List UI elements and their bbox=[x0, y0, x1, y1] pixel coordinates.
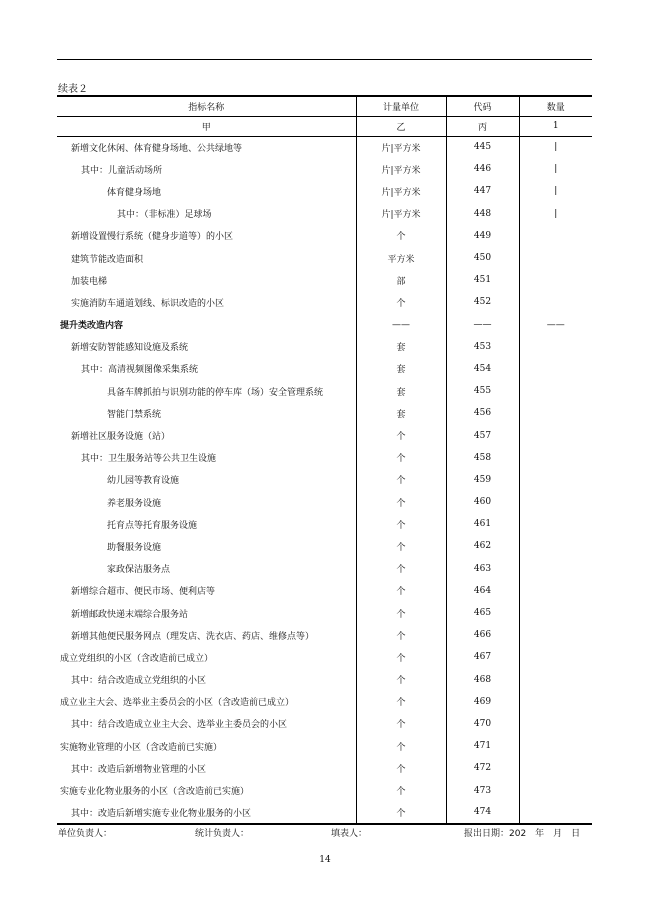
row-unit: 平方米 bbox=[356, 247, 446, 269]
unit-head-label: 单位负责人： bbox=[58, 829, 113, 839]
table-row bbox=[57, 535, 592, 557]
row-name: 提升类改造内容 bbox=[60, 321, 124, 332]
row-name: 托育点等托育服务设施 bbox=[107, 520, 198, 531]
col-code-qty: 1 bbox=[519, 116, 592, 136]
row-unit: 个 bbox=[356, 757, 446, 779]
indicator-table bbox=[57, 95, 592, 825]
row-name: 助餐服务设施 bbox=[107, 542, 162, 553]
row-unit: 个 bbox=[356, 291, 446, 313]
row-unit: 片|平方米 bbox=[356, 136, 446, 158]
row-name: 其中：卫生服务站等公共卫生设施 bbox=[81, 454, 217, 465]
row-name: 新增综合超市、便民市场、便利店等 bbox=[71, 587, 216, 598]
row-name: 其中：儿童活动场所 bbox=[81, 165, 163, 176]
row-name: 具备车牌抓拍与识别功能的停车库（场）安全管理系统 bbox=[107, 387, 324, 398]
row-name: 新增邮政快递末端综合服务站 bbox=[71, 609, 189, 620]
row-code: 473 bbox=[446, 779, 519, 801]
table-row bbox=[57, 513, 592, 535]
row-unit: 个 bbox=[356, 424, 446, 446]
row-name: 智能门禁系统 bbox=[107, 409, 162, 420]
table-row bbox=[57, 447, 592, 469]
row-name: 其中：高清视频图像采集系统 bbox=[81, 365, 199, 376]
row-name: 其中：改造后新增物业管理的小区 bbox=[71, 764, 207, 775]
table-row bbox=[57, 469, 592, 491]
row-qty bbox=[519, 358, 592, 380]
row-unit: 个 bbox=[356, 513, 446, 535]
table-row bbox=[57, 646, 592, 668]
row-qty bbox=[519, 669, 592, 691]
row-unit: 个 bbox=[356, 646, 446, 668]
row-qty bbox=[519, 424, 592, 446]
row-qty bbox=[519, 336, 592, 358]
row-name: 新增文化休闲、体育健身场地、公共绿地等 bbox=[71, 143, 243, 154]
row-unit: 个 bbox=[356, 580, 446, 602]
row-qty bbox=[519, 580, 592, 602]
row-unit: 套 bbox=[356, 402, 446, 424]
row-qty bbox=[519, 602, 592, 624]
top-rule bbox=[57, 59, 592, 60]
row-unit: 个 bbox=[356, 225, 446, 247]
row-qty bbox=[519, 269, 592, 291]
row-code: 462 bbox=[446, 535, 519, 557]
col-code-code: 丙 bbox=[446, 116, 519, 136]
col-code-name: 甲 bbox=[57, 116, 356, 136]
row-code: 466 bbox=[446, 624, 519, 646]
row-name: 实施消防车通道划线、标识改造的小区 bbox=[71, 298, 225, 309]
table-row bbox=[57, 203, 592, 225]
table-row bbox=[57, 713, 592, 735]
row-code: 452 bbox=[446, 291, 519, 313]
row-name: 其中：结合改造成立业主大会、选举业主委员会的小区 bbox=[71, 720, 288, 731]
stat-head-label: 统计负责人： bbox=[195, 829, 250, 839]
row-code: 455 bbox=[446, 380, 519, 402]
row-name: 成立业主大会、选举业主委员会的小区（含改造前已成立） bbox=[60, 698, 295, 709]
row-unit: 部 bbox=[356, 269, 446, 291]
row-unit: 个 bbox=[356, 713, 446, 735]
row-qty bbox=[519, 225, 592, 247]
row-name: 成立党组织的小区（含改造前已成立） bbox=[60, 653, 214, 664]
row-code: 447 bbox=[446, 180, 519, 202]
col-code-unit: 乙 bbox=[356, 116, 446, 136]
row-code: 472 bbox=[446, 757, 519, 779]
table-row bbox=[57, 247, 592, 269]
row-code: 456 bbox=[446, 402, 519, 424]
row-code: 446 bbox=[446, 158, 519, 180]
row-code: 461 bbox=[446, 513, 519, 535]
row-unit: 个 bbox=[356, 802, 446, 824]
row-qty bbox=[519, 380, 592, 402]
row-code: 450 bbox=[446, 247, 519, 269]
row-name: 实施专业化物业服务的小区（含改造前已实施） bbox=[60, 787, 250, 798]
row-unit: 套 bbox=[356, 336, 446, 358]
row-code: 468 bbox=[446, 669, 519, 691]
table-row bbox=[57, 691, 592, 713]
row-unit: —— bbox=[356, 314, 446, 336]
row-qty bbox=[519, 558, 592, 580]
table-row bbox=[57, 491, 592, 513]
table-row bbox=[57, 158, 592, 180]
row-name: 其中：结合改造成立党组织的小区 bbox=[71, 676, 207, 687]
table-row bbox=[57, 180, 592, 202]
col-header-code: 代码 bbox=[446, 96, 519, 116]
table-row bbox=[57, 580, 592, 602]
row-name: 其中：改造后新增实施专业化物业服务的小区 bbox=[57, 802, 356, 824]
filler-label: 填表人： bbox=[331, 829, 368, 839]
row-qty bbox=[519, 713, 592, 735]
row-unit: 个 bbox=[356, 602, 446, 624]
row-code: 460 bbox=[446, 491, 519, 513]
table-row bbox=[57, 735, 592, 757]
table-row bbox=[57, 802, 592, 824]
row-code: 457 bbox=[446, 424, 519, 446]
table-row bbox=[57, 624, 592, 646]
table-row bbox=[57, 380, 592, 402]
row-name: 加装电梯 bbox=[71, 276, 108, 287]
table-row bbox=[57, 757, 592, 779]
row-unit: 个 bbox=[356, 447, 446, 469]
table-row bbox=[57, 314, 592, 336]
row-unit: 个 bbox=[356, 535, 446, 557]
row-name: 新增设置慢行系统（健身步道等）的小区 bbox=[71, 232, 234, 243]
row-code: —— bbox=[446, 314, 519, 336]
table-row bbox=[57, 336, 592, 358]
table-row bbox=[57, 291, 592, 313]
row-name: 体育健身场地 bbox=[107, 187, 162, 198]
row-qty bbox=[519, 535, 592, 557]
row-qty bbox=[519, 469, 592, 491]
row-unit: 个 bbox=[356, 669, 446, 691]
row-unit: 个 bbox=[356, 735, 446, 757]
row-qty bbox=[519, 779, 592, 801]
row-qty bbox=[519, 624, 592, 646]
table-row bbox=[57, 424, 592, 446]
row-code: 471 bbox=[446, 735, 519, 757]
col-header-unit: 计量单位 bbox=[356, 96, 446, 116]
row-qty bbox=[519, 691, 592, 713]
row-unit: 个 bbox=[356, 779, 446, 801]
row-name: 新增安防智能感知设施及系统 bbox=[71, 343, 189, 354]
row-code: 449 bbox=[446, 225, 519, 247]
page-number: 14 bbox=[319, 855, 331, 865]
row-code: 464 bbox=[446, 580, 519, 602]
row-qty bbox=[519, 802, 592, 824]
row-qty bbox=[519, 447, 592, 469]
row-unit: 个 bbox=[356, 491, 446, 513]
row-qty: | bbox=[519, 203, 592, 225]
table-row bbox=[57, 136, 592, 158]
table-row bbox=[57, 669, 592, 691]
row-qty bbox=[519, 291, 592, 313]
row-code: 467 bbox=[446, 646, 519, 668]
row-qty bbox=[519, 402, 592, 424]
table-row bbox=[57, 779, 592, 801]
table-body bbox=[57, 136, 592, 824]
row-qty bbox=[519, 513, 592, 535]
row-qty bbox=[519, 757, 592, 779]
row-qty: | bbox=[519, 136, 592, 158]
table-row bbox=[57, 269, 592, 291]
row-code: 469 bbox=[446, 691, 519, 713]
row-code: 465 bbox=[446, 602, 519, 624]
col-header-name: 指标名称 bbox=[57, 96, 356, 116]
table-row bbox=[57, 225, 592, 247]
continued-label: 续表２ bbox=[58, 84, 88, 95]
row-unit: 片|平方米 bbox=[356, 180, 446, 202]
report-date-label: 报出日期：202 年 月 日 bbox=[464, 829, 581, 839]
row-qty bbox=[519, 247, 592, 269]
row-code: 459 bbox=[446, 469, 519, 491]
table-row bbox=[57, 358, 592, 380]
row-name: 幼儿园等教育设施 bbox=[107, 476, 180, 487]
row-unit: 个 bbox=[356, 624, 446, 646]
row-code: 453 bbox=[446, 336, 519, 358]
row-qty bbox=[519, 735, 592, 757]
row-code: 458 bbox=[446, 447, 519, 469]
row-name: 新增社区服务设施（站） bbox=[71, 432, 171, 443]
table-row bbox=[57, 558, 592, 580]
row-qty: | bbox=[519, 180, 592, 202]
row-name: 其中：（非标准）足球场 bbox=[117, 210, 212, 221]
header-row bbox=[57, 96, 592, 116]
row-code: 463 bbox=[446, 558, 519, 580]
row-code: 451 bbox=[446, 269, 519, 291]
row-name: 养老服务设施 bbox=[107, 498, 162, 509]
row-qty: —— bbox=[519, 314, 592, 336]
row-code: 445 bbox=[446, 136, 519, 158]
table-row bbox=[57, 402, 592, 424]
row-unit: 个 bbox=[356, 469, 446, 491]
row-name: 实施物业管理的小区（含改造前已实施） bbox=[60, 742, 223, 753]
row-name: 建筑节能改造面积 bbox=[71, 254, 144, 265]
row-name: 新增其他便民服务网点（理发店、洗衣店、药店、维修点等） bbox=[71, 631, 315, 642]
row-code: 474 bbox=[446, 802, 519, 824]
col-header-qty: 数量 bbox=[519, 96, 592, 116]
signature-line bbox=[58, 826, 592, 840]
row-code: 448 bbox=[446, 203, 519, 225]
row-qty bbox=[519, 646, 592, 668]
row-unit: 片|平方米 bbox=[356, 203, 446, 225]
row-unit: 个 bbox=[356, 691, 446, 713]
row-name: 家政保洁服务点 bbox=[107, 565, 171, 576]
row-qty bbox=[519, 491, 592, 513]
column-code-row bbox=[57, 116, 592, 136]
row-unit: 套 bbox=[356, 358, 446, 380]
row-unit: 片|平方米 bbox=[356, 158, 446, 180]
row-unit: 套 bbox=[356, 380, 446, 402]
table-row bbox=[57, 602, 592, 624]
row-qty: | bbox=[519, 158, 592, 180]
row-code: 470 bbox=[446, 713, 519, 735]
row-unit: 个 bbox=[356, 558, 446, 580]
row-code: 454 bbox=[446, 358, 519, 380]
